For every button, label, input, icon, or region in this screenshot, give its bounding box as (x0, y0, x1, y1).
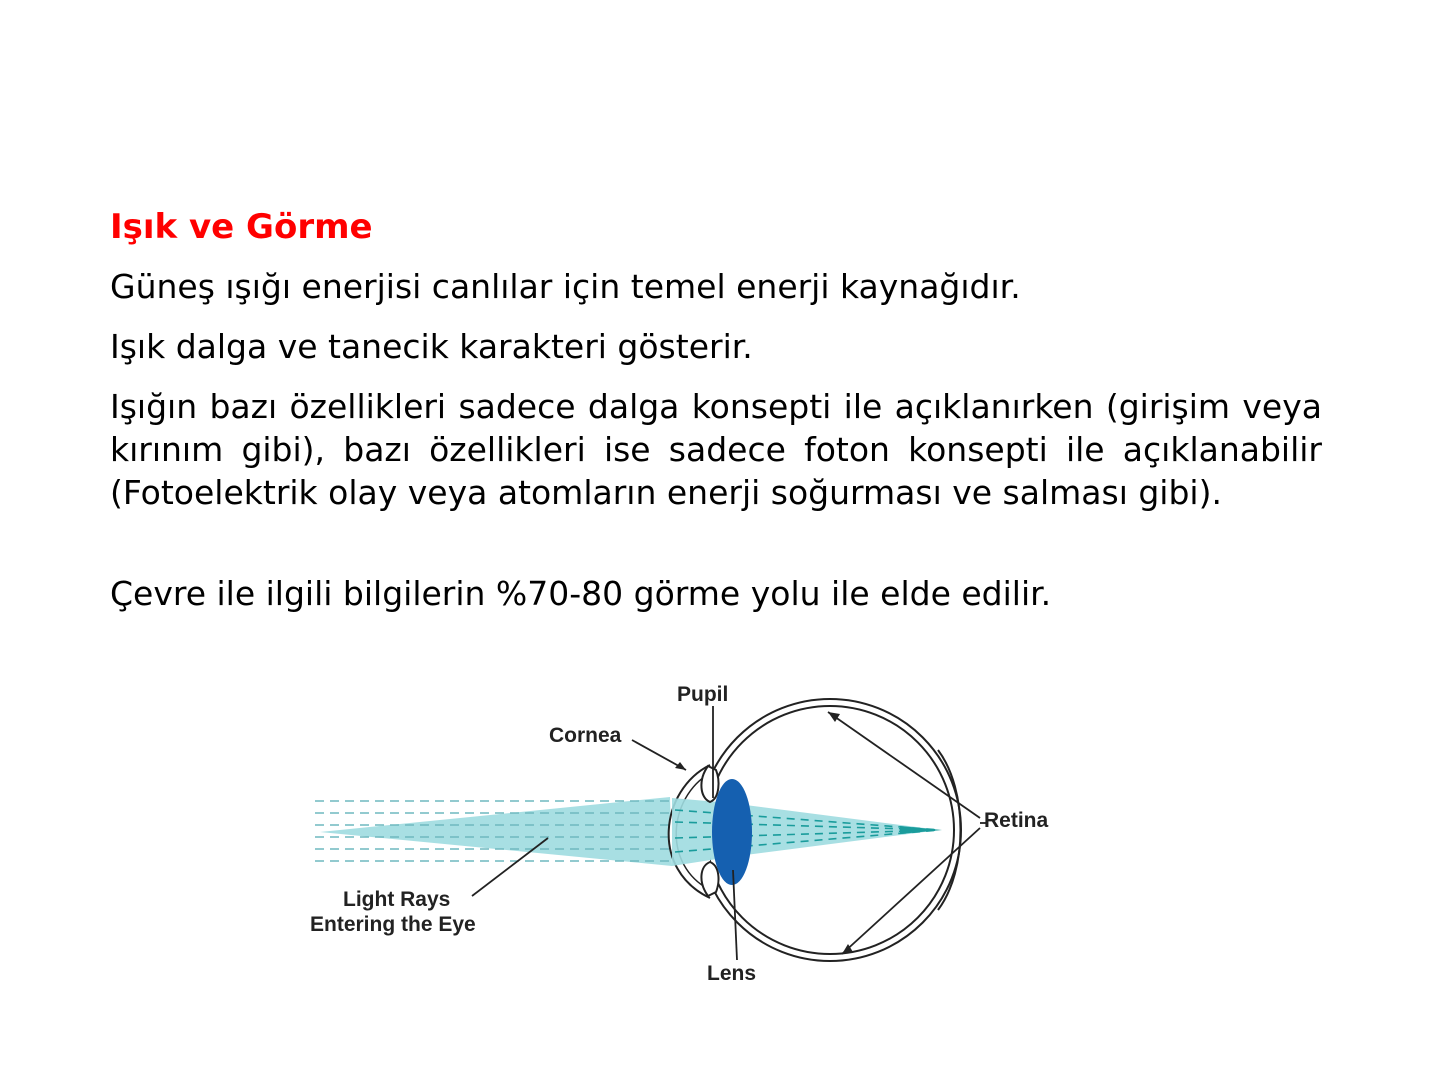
lens (712, 779, 752, 885)
label-cornea: Cornea (549, 724, 622, 747)
iris-top (701, 766, 718, 802)
label-retina: Retina (984, 809, 1049, 832)
label-light-rays-1: Light Rays (343, 888, 451, 911)
paragraph-sunlight: Güneş ışığı enerjisi canlılar için temel enerji kaynağıdır. (110, 267, 1021, 306)
label-light-rays-2: Entering the Eye (310, 913, 476, 936)
paragraph-vision-info: Çevre ile ilgili bilgilerin %70-80 görme yolu ile elde edilir. (110, 574, 1052, 613)
iris-bottom (701, 862, 718, 896)
eye-diagram (300, 670, 1080, 1000)
slide-title: Işık ve Görme (110, 207, 373, 247)
paragraph-wave-particle: Işık dalga ve tanecik karakteri gösterir. (110, 327, 753, 366)
paragraph-properties: Işığın bazı özellikleri sadece dalga konsepti ile açıklanırken (girişim veya kırınım gibi), bazı özellikleri ise sadece foton konsepti ile açıklanabilir (Fotoelektrik olay veya atomların enerji soğurması ve salması gibi). (110, 387, 1322, 512)
label-lens: Lens (707, 962, 757, 985)
label-pupil: Pupil (677, 683, 729, 706)
